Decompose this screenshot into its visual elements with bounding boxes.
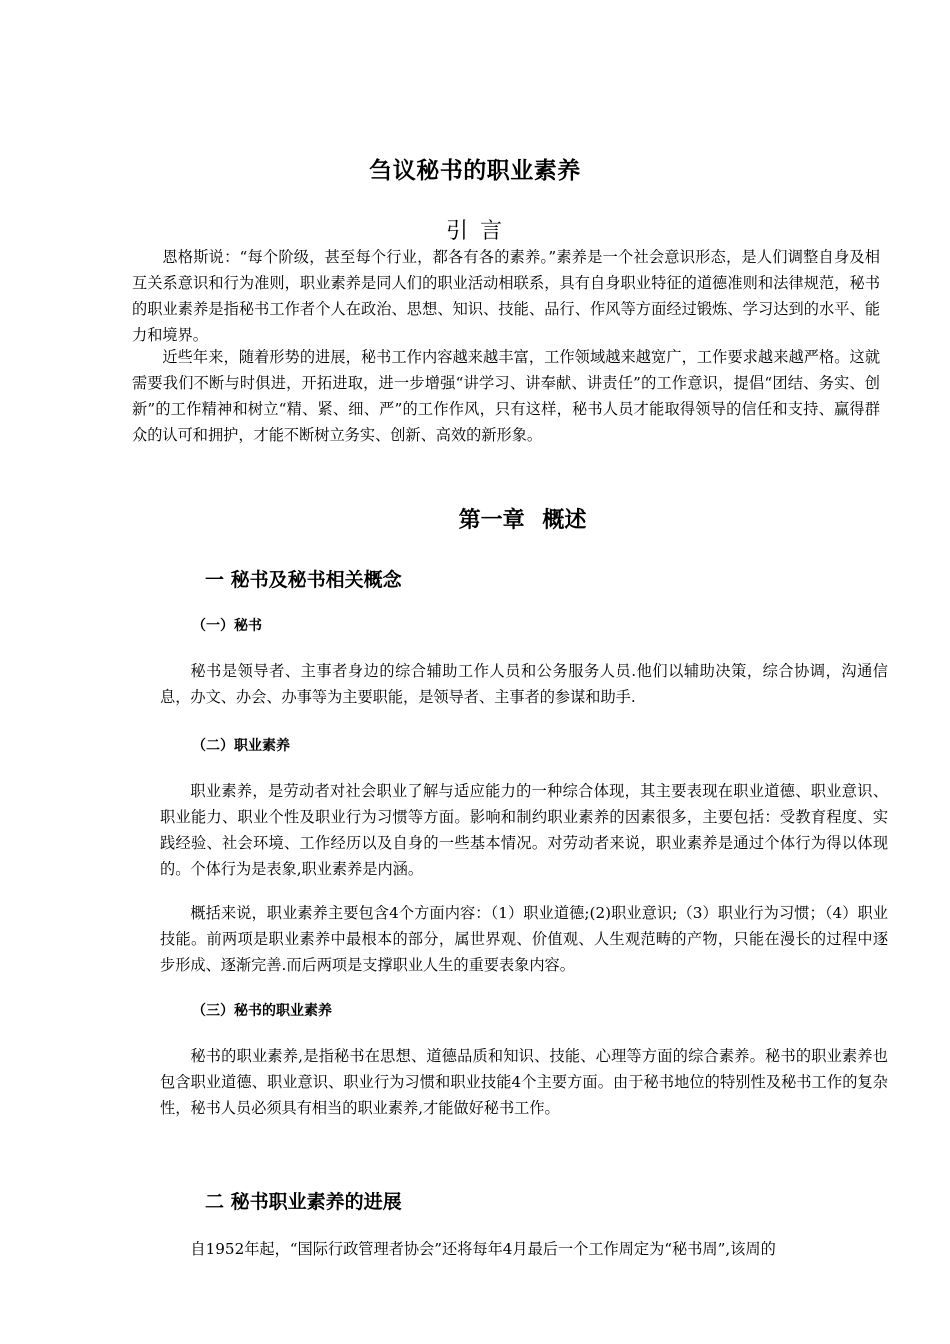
- professional-quality-paragraph-1: 职业素养，是劳动者对社会职业了解与适应能力的一种综合体现，其主要表现在职业道德、职业意识、职业能力、职业个性及职业行为习惯等方面。影响和制约职业素养的因素很多，主要包括：受教育程度、实践经验、社会环境、工作经历以及自身的一些基本情况。对劳动者来说，职业素养是通过个体行为得以体现的。个体行为是表象,职业素养是内涵。: [160, 782, 888, 878]
- subsection-heading-professional-quality: （二）职业素养: [192, 738, 290, 754]
- secretary-definition-paragraph: 秘书是领导者、主事者身边的综合辅助工作人员和公务服务人员.他们以辅助决策，综合协调，沟通信息，办文、办会、办事等为主要职能，是领导者、主事者的参谋和助手.: [160, 662, 888, 706]
- secretary-quality-paragraph: 秘书的职业素养,是指秘书在思想、道德品质和知识、技能、心理等方面的综合素养。秘书的职业素养也包含职业道德、职业意识、职业行为习惯和职业技能4个主要方面。由于秘书地位的特别性及秘书工作的复杂性，秘书人员必须具有相当的职业素养,才能做好秘书工作。: [160, 1047, 888, 1117]
- intro-paragraph-1: 恩格斯说：“每个阶级，甚至每个行业，都各有各的素养。”素养是一个社会意识形态，是人们调整自身及相互关系意识和行为准则，职业素养是同人们的职业活动相联系，具有自身职业特征的道德准则和法律规范，秘书的职业素养是指秘书工作者个人在政治、思想、知识、技能、品行、作风等方面经过锻炼、学习达到的水平、能力和境界。: [132, 248, 880, 344]
- chapter-heading: 第一章 概述: [458, 508, 587, 533]
- document-title: 刍议秘书的职业素养: [369, 158, 581, 184]
- subsection-heading-secretary-quality: （三）秘书的职业素养: [192, 1003, 332, 1019]
- subsection-heading-secretary: （一）秘书: [192, 618, 262, 634]
- intro-paragraph-2: 近些年来，随着形势的进展，秘书工作内容越来越丰富，工作领域越来越宽广，工作要求越来越严格。这就需要我们不断与时俱进，开拓进取，进一步增强“讲学习、讲奉献、讲责任”的工作意识，提倡“团结、务实、创新”的工作精神和树立“精、紧、细、严”的工作作风，只有这样，秘书人员才能取得领导的信任和支持、赢得群众的认可和拥护，才能不断树立务实、创新、高效的新形象。: [132, 348, 880, 444]
- professional-quality-paragraph-2: 概括来说，职业素养主要包含4个方面内容：（1）职业道德;(2)职业意识;（3）职业行为习惯；（4）职业技能。前两项是职业素养中最根本的部分，属世界观、价值观、人生观范畴的产物，只能在漫长的过程中逐步形成、逐渐完善.而后两项是支撑职业人生的重要表象内容。: [160, 904, 888, 974]
- intro-heading: 引言: [445, 219, 514, 244]
- section-heading-1: 一 秘书及秘书相关概念: [205, 569, 402, 591]
- section-heading-2: 二 秘书职业素养的进展: [205, 1191, 402, 1213]
- development-paragraph: 自1952年起，“国际行政管理者协会”还将每年4月最后一个工作周定为“秘书周”,该周的: [190, 1240, 776, 1258]
